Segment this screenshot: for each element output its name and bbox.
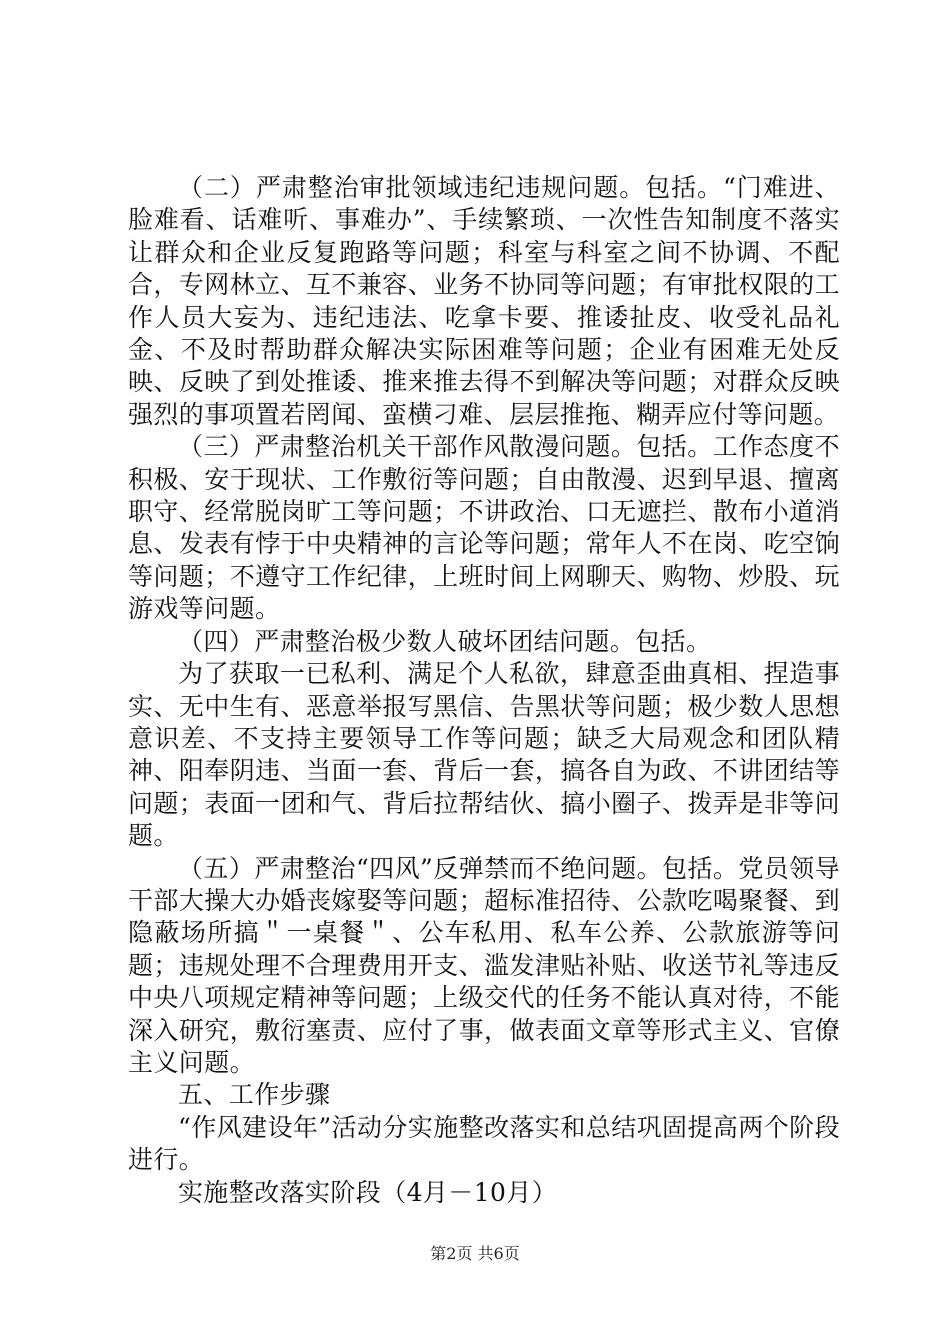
paragraph-work-steps: “作风建设年”活动分实施整改落实和总结巩固提高两个阶段进行。 [128,1112,840,1175]
paragraph-cadre-discipline: （三）严肃整治机关干部作风散漫问题。包括。工作态度不积极、安于现状、工作敷衍等问题；自由散漫、迟到早退、擅离职守、经常脱岗旷工等问题；不讲政治、口无遮拦、散布小道消息、发表有悖于中央精神的言论等问题；常年人不在岗、吃空饷等问题；不遵守工作纪律，上班时间上网聊天、购物、炒股、玩游戏等问题。 [128,432,840,624]
paragraph-implementation-phase: 实施整改落实阶段（4月－10月） [178,1177,558,1207]
paragraph-four-winds: （五）严肃整治“四风”反弹禁而不绝问题。包括。党员领导干部大操大办婚丧嫁娶等问题；超标准招待、公款吃喝聚餐、到隐蔽场所搞＂一桌餐＂、公车私用、私车公养、公款旅游等问题；违规处理不合理费用开支、滥发津贴补贴、收送节礼等违反中央八项规定精神等问题；上级交代的任务不能认真对待，不能深入研究，敷衍塞责、应付了事，做表面文章等形式主义、官僚主义问题。 [128,853,840,1077]
paragraph-unity-heading: （四）严肃整治极少数人破坏团结问题。包括。 [178,626,712,656]
page-number-footer: 第2页 共6页 [430,1244,520,1263]
document-body [128,172,840,1209]
paragraph-unity-details: 为了获取一已私利、满足个人私欲，肆意歪曲真相、捏造事实、无中生有、恶意举报写黑信、告黑状等问题；极少数人思想意识差、不支持主要领导工作等问题；缺乏大局观念和团队精神、阳奉阴违、当面一套、背后一套，搞各自为政、不讲团结等问题；表面一团和气、背后拉帮结伙、搞小圈子、拨弄是非等问题。 [128,659,840,851]
paragraph-approval-violations: （二）严肃整治审批领域违纪违规问题。包括。“门难进、脸难看、话难听、事难办”、手续繁琐、一次性告知制度不落实让群众和企业反复跑路等问题；科室与科室之间不协调、不配合，专网林立、互不兼容、业务不协同等问题；有审批权限的工作人员大妄为、违纪违法、吃拿卡要、推诿扯皮、收受礼品礼金、不及时帮助群众解决实际困难等问题；企业有困难无处反映、反映了到处推诿、推来推去得不到解决等问题；对群众反映强烈的事项置若罔闻、蛮横刁难、层层推拖、糊弄应付等问题。 [128,173,840,429]
section-heading-work-steps: 五、工作步骤 [178,1080,331,1110]
